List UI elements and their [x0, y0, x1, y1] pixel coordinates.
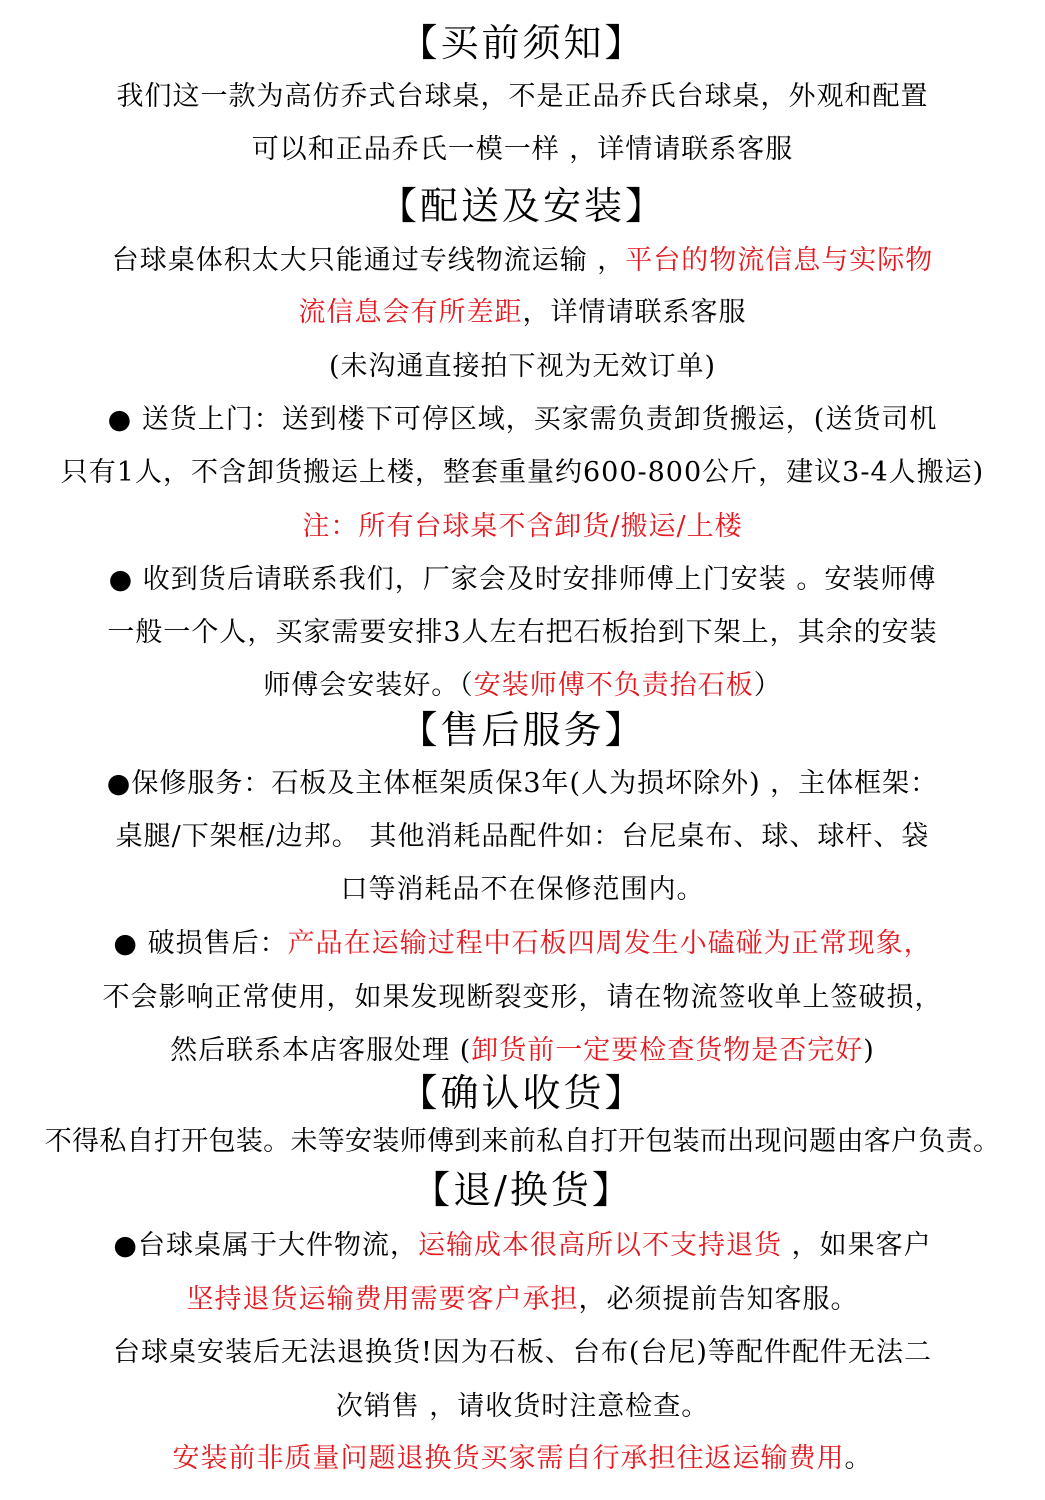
- delivery-line-8: 一般一个人，买家需要安排3人左右把石板抬到下架上，其余的安装: [107, 617, 938, 648]
- delivery-line-1-highlight: 平台的物流信息与实际物: [625, 245, 934, 276]
- returns-line-2-highlight: 坚持退货运输费用需要客户承担: [186, 1284, 579, 1315]
- aftersales-line-4-text: ● 破损售后：: [113, 928, 288, 959]
- delivery-line-4: ● 送货上门：送到楼下可停区域，买家需负责卸货搬运，(送货司机: [107, 404, 938, 435]
- delivery-line-9-highlight: 安装师傅不负责抬石板: [473, 670, 754, 701]
- returns-line-1-tail: ，如果客户: [781, 1230, 932, 1261]
- delivery-line-9: [0, 668, 1045, 704]
- aftersales-line-6-text: 然后联系本店客服处理 (: [170, 1035, 472, 1066]
- returns-line-2-text: ，必须提前告知客服。: [578, 1284, 859, 1315]
- aftersales-line-5: 不会影响正常使用，如果发现断裂变形，请在物流签收单上签破损，: [102, 982, 943, 1013]
- aftersales-line-6-highlight: 卸货前一定要检查货物是否完好: [471, 1035, 864, 1066]
- delivery-line-9-close: ）: [753, 670, 782, 701]
- delivery-line-1-text: 台球桌体积太大只能通过专线物流运输 ，: [111, 245, 626, 276]
- confirm-heading: 【确认收货】: [399, 1071, 646, 1115]
- delivery-line-2: [0, 295, 1045, 331]
- returns-line-5-highlight: 安装前非质量问题退换货买家需自行承担往返运输费用: [172, 1443, 845, 1474]
- delivery-line-7: ● 收到货后请联系我们，厂家会及时安排师傅上门安装 。安装师傅: [108, 564, 937, 595]
- returns-heading: 【退/换货】: [412, 1168, 633, 1212]
- returns-line-3: 台球桌安装后无法退换货!因为石板、台布(台尼)等配件配件无法二: [113, 1337, 932, 1368]
- returns-line-1: [0, 1228, 1045, 1264]
- returns-line-1-highlight: 运输成本很高所以不支持退货: [417, 1230, 782, 1261]
- delivery-line-9-text: 师傅会安装好。（: [263, 670, 474, 701]
- aftersales-line-4: [0, 926, 1045, 962]
- returns-line-4: 次销售 ，请收货时注意检查。: [335, 1391, 710, 1422]
- notice-line-2: 可以和正品乔氏一模一样 ，详情请联系客服: [251, 134, 794, 165]
- aftersales-line-3: 口等消耗品不在保修范围内。: [340, 874, 705, 905]
- delivery-note: 注：所有台球桌不含卸货/搬运/上楼: [302, 511, 743, 542]
- returns-line-2: [0, 1282, 1045, 1318]
- delivery-line-1: [0, 243, 1045, 279]
- aftersales-line-6: [0, 1033, 1045, 1069]
- aftersales-line-4-highlight: 产品在运输过程中石板四周发生小磕碰为正常现象，: [287, 928, 932, 959]
- aftersales-line-1: ●保修服务：石板及主体框架质保3年(人为损坏除外) ，主体框架：: [106, 768, 939, 799]
- notice-line-1: 我们这一款为高仿乔式台球桌，不是正品乔氏台球桌，外观和配置: [116, 81, 929, 112]
- returns-line-5-end: 。: [844, 1443, 873, 1474]
- returns-line-1-text: ●台球桌属于大件物流，: [113, 1230, 418, 1261]
- delivery-line-3: (未沟通直接拍下视为无效订单): [328, 351, 717, 382]
- delivery-line-5: 只有1人，不含卸货搬运上楼，整套重量约600-800公斤，建议3-4人搬运): [60, 457, 985, 488]
- confirm-line-1: 不得私自打开包装。未等安装师傅到来前私自打开包装而出现问题由客户负责。: [44, 1126, 1001, 1157]
- returns-line-5: [0, 1441, 1045, 1477]
- delivery-line-2-highlight: 流信息会有所差距: [298, 297, 523, 328]
- aftersales-heading: 【售后服务】: [399, 708, 646, 752]
- notice-heading: 【买前须知】: [399, 21, 646, 65]
- delivery-line-2-text: ，详情请联系客服: [522, 297, 747, 328]
- aftersales-line-2: 桌腿/下架框/边邦。 其他消耗品配件如：台尼桌布、球、球杆、袋: [115, 821, 930, 852]
- delivery-heading: 【配送及安装】: [378, 184, 666, 228]
- aftersales-line-6-close: ): [863, 1035, 875, 1066]
